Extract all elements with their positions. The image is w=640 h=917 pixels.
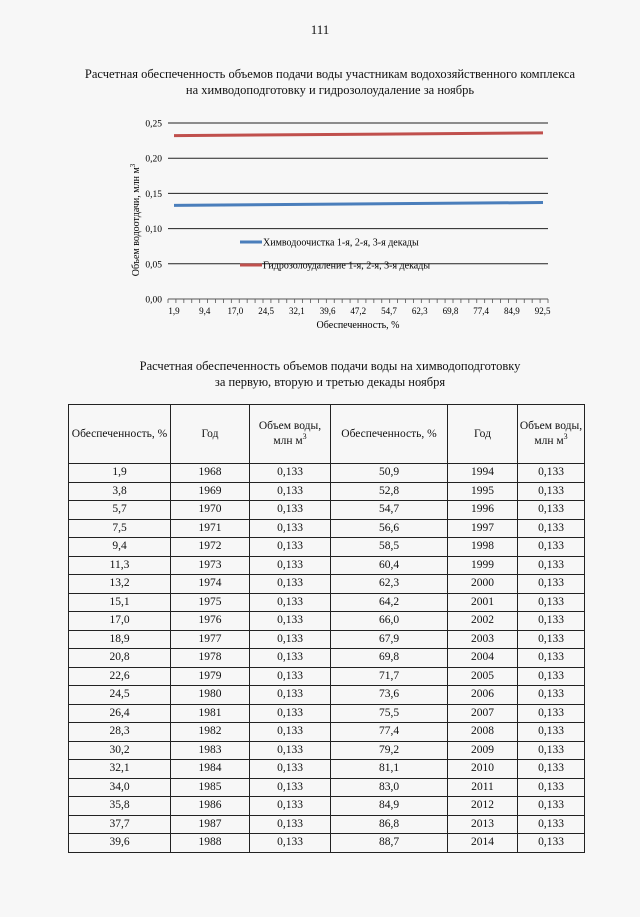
x-tick-label: 54,7	[381, 306, 397, 316]
table-cell: 2014	[448, 834, 518, 853]
table-cell: 0,133	[518, 834, 585, 853]
series-line-2	[174, 133, 543, 136]
table-row	[69, 482, 585, 501]
table-cell: 79,2	[331, 741, 448, 760]
col-header-obem-2: Объем воды, млн $м^3$	[518, 405, 585, 464]
table-cell: 15,1	[69, 593, 171, 612]
chart-title-line1: Расчетная обеспеченность объемов подачи воды участникам водохозяйственного комплекса	[84, 67, 576, 81]
table-cell: 30,2	[69, 741, 171, 760]
table-cell: 2001	[448, 593, 518, 612]
table-cell: 0,133	[250, 667, 331, 686]
table-cell: 0,133	[518, 815, 585, 834]
table-row	[69, 686, 585, 705]
table-cell: 0,133	[518, 612, 585, 631]
table-cell: 0,133	[518, 593, 585, 612]
table-cell: 84,9	[331, 797, 448, 816]
table-cell: 1988	[171, 834, 250, 853]
table-row	[69, 649, 585, 668]
table-row	[69, 667, 585, 686]
table-cell: 0,133	[518, 686, 585, 705]
table-cell: 0,133	[250, 612, 331, 631]
table-cell: 0,133	[518, 556, 585, 575]
table-cell: 64,2	[331, 593, 448, 612]
table-cell: 2010	[448, 760, 518, 779]
col-header-obesp: Обеспеченность, %	[69, 405, 171, 464]
y-axis-label-sup: 3	[129, 163, 137, 168]
table-cell: 83,0	[331, 778, 448, 797]
y-tick-label: 0,25	[145, 119, 162, 130]
legend-label-2: Гидрозолоудаление 1-я, 2-я, 3-я декады	[263, 260, 431, 272]
table-cell: 50,9	[331, 464, 448, 483]
table-cell: 2012	[448, 797, 518, 816]
x-tick-label: 77,4	[473, 306, 490, 316]
x-tick-label: 69,8	[442, 306, 459, 316]
table-cell: 86,8	[331, 815, 448, 834]
table-row	[69, 723, 585, 742]
table-cell: 20,8	[69, 649, 171, 668]
y-tick-label: 0,10	[145, 225, 162, 236]
table-cell: 1970	[171, 501, 250, 520]
table-cell: 0,133	[250, 723, 331, 742]
table-cell: 0,133	[250, 556, 331, 575]
table-cell: 0,133	[518, 630, 585, 649]
table-cell: 52,8	[331, 482, 448, 501]
table-cell: 1997	[448, 519, 518, 538]
table-cell: 0,133	[518, 797, 585, 816]
table-cell: 2006	[448, 686, 518, 705]
table-cell: 1986	[171, 797, 250, 816]
x-tick-label: 1,9	[168, 306, 180, 316]
legend-label-1: Химводоочистка 1-я, 2-я, 3-я декады	[263, 237, 419, 249]
table-cell: 0,133	[250, 464, 331, 483]
y-axis-label	[129, 163, 142, 276]
table-cell: 1994	[448, 464, 518, 483]
table-cell: 58,5	[331, 538, 448, 557]
table-cell: 0,133	[250, 482, 331, 501]
x-tick-label: 39,6	[319, 306, 336, 316]
table-row	[69, 538, 585, 557]
supply-table	[68, 404, 585, 853]
table-header-row	[69, 405, 585, 464]
table-cell: 7,5	[69, 519, 171, 538]
table-cell: 0,133	[250, 797, 331, 816]
table-cell: 73,6	[331, 686, 448, 705]
x-axis-label: Обеспеченность, %	[316, 320, 400, 331]
table-cell: 0,133	[250, 519, 331, 538]
table-cell: 1998	[448, 538, 518, 557]
table-cell: 13,2	[69, 575, 171, 594]
table-cell: 0,133	[518, 760, 585, 779]
y-tick-label: 0,05	[145, 260, 162, 271]
chart-title-line2: на химводоподготовку и гидрозолоудаление за ноябрь	[185, 83, 475, 97]
table-cell: 17,0	[69, 612, 171, 631]
table-cell: 77,4	[331, 723, 448, 742]
table-cell: 37,7	[69, 815, 171, 834]
table-cell: 1987	[171, 815, 250, 834]
x-tick-label: 32,1	[288, 306, 305, 316]
table-cell: 2011	[448, 778, 518, 797]
table-cell: 0,133	[518, 519, 585, 538]
table-cell: 2013	[448, 815, 518, 834]
table-row	[69, 834, 585, 853]
table-cell: 0,133	[250, 778, 331, 797]
col-header-god: Год	[171, 405, 250, 464]
table-cell: 18,9	[69, 630, 171, 649]
table-cell: 1976	[171, 612, 250, 631]
table-cell: 0,133	[518, 501, 585, 520]
x-tick-label: 62,3	[411, 306, 428, 316]
table-cell: 81,1	[331, 760, 448, 779]
table-title-line2: за первую, вторую и третью декады ноября	[214, 375, 446, 389]
table-cell: 0,133	[250, 575, 331, 594]
table-row	[69, 778, 585, 797]
table-cell: 2002	[448, 612, 518, 631]
table-cell: 69,8	[331, 649, 448, 668]
table-cell: 67,9	[331, 630, 448, 649]
page-number: 111	[310, 22, 330, 37]
table-cell: 2007	[448, 704, 518, 723]
table-cell: 1985	[171, 778, 250, 797]
table-cell: 1974	[171, 575, 250, 594]
table-cell: 0,133	[250, 704, 331, 723]
table-cell: 1996	[448, 501, 518, 520]
table-cell: 0,133	[518, 538, 585, 557]
col-header-god-2: Год	[448, 405, 518, 464]
supply-chart	[0, 108, 640, 340]
y-tick-label: 0,20	[145, 154, 162, 165]
table-cell: 28,3	[69, 723, 171, 742]
table-cell: 1978	[171, 649, 250, 668]
table-row	[69, 741, 585, 760]
x-tick-label: 24,5	[258, 306, 275, 316]
table-row	[69, 464, 585, 483]
col-header-obesp-2: Обеспеченность, %	[331, 405, 448, 464]
table-cell: 54,7	[331, 501, 448, 520]
table-cell: 22,6	[69, 667, 171, 686]
table-cell: 1980	[171, 686, 250, 705]
table-cell: 1973	[171, 556, 250, 575]
table-cell: 0,133	[518, 482, 585, 501]
table-title-line1: Расчетная обеспеченность объемов подачи воды на химводоподготовку	[139, 359, 521, 373]
table-cell: 71,7	[331, 667, 448, 686]
table-row	[69, 519, 585, 538]
y-tick-label: 0,00	[145, 295, 162, 306]
x-tick-label: 9,4	[199, 306, 211, 316]
table-cell: 0,133	[518, 667, 585, 686]
table-row	[69, 797, 585, 816]
table-cell: 34,0	[69, 778, 171, 797]
table-cell: 26,4	[69, 704, 171, 723]
table-cell: 0,133	[518, 704, 585, 723]
table-cell: 0,133	[250, 630, 331, 649]
table-cell: 2009	[448, 741, 518, 760]
table-cell: 0,133	[250, 741, 331, 760]
table-cell: 39,6	[69, 834, 171, 853]
table-cell: 0,133	[250, 760, 331, 779]
series-line-1	[174, 203, 543, 206]
table-cell: 0,133	[250, 593, 331, 612]
x-tick-label: 84,9	[504, 306, 520, 316]
table-title	[60, 358, 600, 390]
table-cell: 1977	[171, 630, 250, 649]
table-cell: 1995	[448, 482, 518, 501]
table-cell: 0,133	[250, 538, 331, 557]
table-cell: 60,4	[331, 556, 448, 575]
table-cell: 0,133	[518, 464, 585, 483]
table-cell: 0,133	[250, 501, 331, 520]
table-cell: 1969	[171, 482, 250, 501]
table-cell: 0,133	[250, 834, 331, 853]
table-cell: 1999	[448, 556, 518, 575]
table-row	[69, 612, 585, 631]
table-row	[69, 501, 585, 520]
table-cell: 1982	[171, 723, 250, 742]
table-cell: 11,3	[69, 556, 171, 575]
table-cell: 2008	[448, 723, 518, 742]
table-cell: 0,133	[250, 815, 331, 834]
table-cell: 5,7	[69, 501, 171, 520]
table-cell: 0,133	[250, 686, 331, 705]
col-header-obem: Объем воды, млн $м^3$	[250, 405, 331, 464]
table-cell: 88,7	[331, 834, 448, 853]
table-cell: 0,133	[518, 778, 585, 797]
table-cell: 1983	[171, 741, 250, 760]
table-cell: 2000	[448, 575, 518, 594]
chart-title	[60, 66, 600, 98]
x-tick-label: 17,0	[227, 306, 244, 316]
table-cell: 32,1	[69, 760, 171, 779]
table-row	[69, 815, 585, 834]
table-row	[69, 760, 585, 779]
table-cell: 1,9	[69, 464, 171, 483]
table-cell: 1972	[171, 538, 250, 557]
table-row	[69, 556, 585, 575]
table-cell: 3,8	[69, 482, 171, 501]
table-cell: 24,5	[69, 686, 171, 705]
table-row	[69, 630, 585, 649]
table-cell: 1975	[171, 593, 250, 612]
table-row	[69, 593, 585, 612]
table-row	[69, 575, 585, 594]
table-cell: 1968	[171, 464, 250, 483]
table-cell: 0,133	[518, 649, 585, 668]
table-cell: 1981	[171, 704, 250, 723]
y-tick-label: 0,15	[145, 189, 162, 200]
table-cell: 2005	[448, 667, 518, 686]
x-tick-label: 92,5	[534, 306, 551, 316]
table-cell: 35,8	[69, 797, 171, 816]
table-cell: 1979	[171, 667, 250, 686]
table-cell: 0,133	[518, 723, 585, 742]
table-cell: 56,6	[331, 519, 448, 538]
table-cell: 1984	[171, 760, 250, 779]
table-cell: 66,0	[331, 612, 448, 631]
table-cell: 62,3	[331, 575, 448, 594]
table-cell: 1971	[171, 519, 250, 538]
x-tick-label: 47,2	[350, 306, 367, 316]
table-cell: 2003	[448, 630, 518, 649]
table-row	[69, 704, 585, 723]
table-cell: 0,133	[518, 741, 585, 760]
table-cell: 0,133	[250, 649, 331, 668]
table-cell: 75,5	[331, 704, 448, 723]
y-axis-label-text: Объем водоотдачи, млн м	[131, 167, 142, 277]
table-cell: 2004	[448, 649, 518, 668]
table-cell: 9,4	[69, 538, 171, 557]
table-cell: 0,133	[518, 575, 585, 594]
